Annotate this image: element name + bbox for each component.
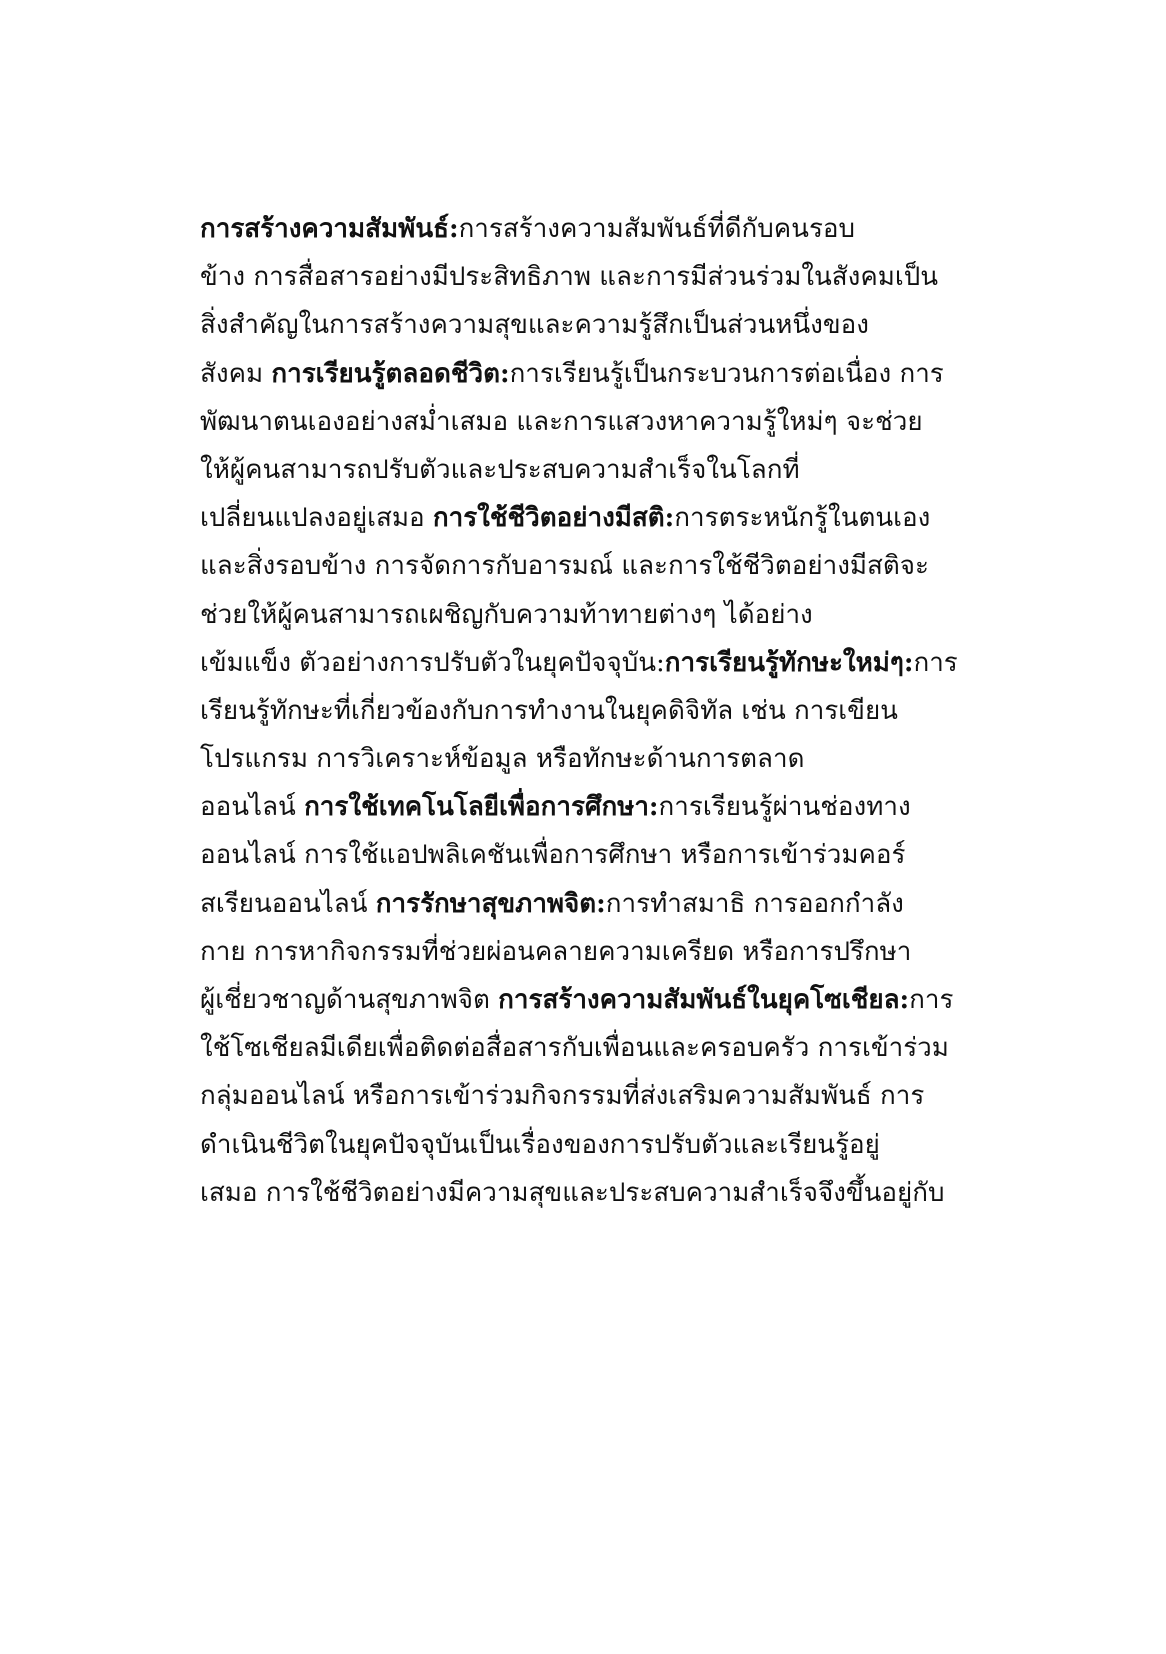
text-line bbox=[200, 687, 980, 735]
text-segment: การ bbox=[909, 985, 954, 1015]
text-segment: กลุ่มออนไลน์ หรือการเข้าร่วมกิจกรรมที่ส่งเสริมความสัมพันธ์ การ bbox=[200, 1081, 925, 1112]
text-segment: การสร้างความสัมพันธ์ที่ดีกับคนรอบ bbox=[458, 214, 856, 244]
text-segment: ดำเนินชีวิตในยุคปัจจุบันเป็นเรื่องของการปรับตัวและเรียนรู้อยู่ bbox=[200, 1129, 880, 1160]
text-line bbox=[200, 494, 980, 542]
bold-heading-segment: การใช้เทคโนโลยีเพื่อการศึกษา: bbox=[304, 792, 659, 823]
text-line bbox=[200, 1024, 980, 1072]
text-segment: โปรแกรม การวิเคราะห์ข้อมูล หรือทักษะด้านการตลาด bbox=[200, 744, 805, 775]
text-segment: พัฒนาตนเองอย่างสม่ำเสมอ และการแสวงหาความรู้ใหม่ๆ จะช่วย bbox=[200, 406, 923, 437]
bold-heading-segment: การเรียนรู้ตลอดชีวิต: bbox=[271, 358, 510, 389]
text-line bbox=[200, 783, 980, 831]
text-segment: ให้ผู้คนสามารถปรับตัวและประสบความสำเร็จในโลกที่ bbox=[200, 454, 800, 485]
text-line bbox=[200, 253, 980, 301]
body-text bbox=[200, 205, 980, 1217]
bold-heading-segment: การสร้างความสัมพันธ์: bbox=[200, 214, 459, 244]
text-segment: เข้มแข็ง ตัวอย่างการปรับตัวในยุคปัจจุบัน: bbox=[200, 647, 665, 678]
text-line bbox=[200, 928, 980, 976]
text-segment: สิ่งสำคัญในการสร้างความสุขและความรู้สึกเป็นส่วนหนึ่งของ bbox=[200, 310, 869, 341]
text-line bbox=[200, 976, 980, 1024]
text-segment: การทำสมาธิ การออกกำลัง bbox=[605, 888, 904, 919]
text-line bbox=[200, 398, 980, 446]
text-segment: การ bbox=[913, 647, 958, 678]
text-segment: เปลี่ยนแปลงอยู่เสมอ bbox=[200, 503, 433, 534]
text-line bbox=[200, 880, 980, 928]
text-segment: เสมอ การใช้ชีวิตอย่างมีความสุขและประสบความสำเร็จจึงขึ้นอยู่กับ bbox=[200, 1177, 945, 1208]
text-segment: ออนไลน์ bbox=[200, 792, 305, 823]
text-line bbox=[200, 350, 980, 398]
text-line bbox=[200, 542, 980, 590]
text-line bbox=[200, 1072, 980, 1120]
text-segment: ข้าง การสื่อสารอย่างมีประสิทธิภาพ และการมีส่วนร่วมในสังคมเป็น bbox=[200, 262, 939, 293]
text-segment: และสิ่งรอบข้าง การจัดการกับอารมณ์ และการใช้ชีวิตอย่างมีสติจะ bbox=[200, 551, 929, 582]
text-line bbox=[200, 591, 980, 639]
bold-heading-segment: การสร้างความสัมพันธ์ในยุคโซเชียล: bbox=[498, 985, 910, 1015]
bold-heading-segment: การเรียนรู้ทักษะใหม่ๆ: bbox=[664, 647, 914, 678]
text-line bbox=[200, 446, 980, 494]
text-segment: การเรียนรู้เป็นกระบวนการต่อเนื่อง การ bbox=[509, 358, 944, 389]
text-segment: สเรียนออนไลน์ bbox=[200, 888, 376, 919]
text-segment: ผู้เชี่ยวชาญด้านสุขภาพจิต bbox=[200, 985, 499, 1015]
text-segment: กาย การหากิจกรรมที่ช่วยผ่อนคลายความเครียด หรือการปรึกษา bbox=[200, 936, 912, 967]
text-segment: เรียนรู้ทักษะที่เกี่ยวข้องกับการทำงานในยุคดิจิทัล เช่น การเขียน bbox=[200, 695, 898, 726]
text-line bbox=[200, 301, 980, 349]
text-line bbox=[200, 735, 980, 783]
text-line bbox=[200, 1169, 980, 1217]
bold-heading-segment: การรักษาสุขภาพจิต: bbox=[375, 888, 606, 919]
text-line bbox=[200, 831, 980, 879]
text-line bbox=[200, 639, 980, 687]
text-segment: การตระหนักรู้ในตนเอง bbox=[674, 503, 931, 534]
bold-heading-segment: การใช้ชีวิตอย่างมีสติ: bbox=[432, 503, 675, 534]
text-segment: สังคม bbox=[200, 358, 272, 389]
text-segment: การเรียนรู้ผ่านช่องทาง bbox=[658, 792, 911, 823]
text-segment: ออนไลน์ การใช้แอปพลิเคชันเพื่อการศึกษา หรือการเข้าร่วมคอร์ bbox=[200, 840, 906, 871]
text-line bbox=[200, 1121, 980, 1169]
text-line bbox=[200, 205, 980, 253]
text-segment: ใช้โซเชียลมีเดียเพื่อติดต่อสื่อสารกับเพื่อนและครอบครัว การเข้าร่วม bbox=[200, 1033, 949, 1064]
text-segment: ช่วยให้ผู้คนสามารถเผชิญกับความท้าทายต่างๆ ได้อย่าง bbox=[200, 599, 813, 630]
